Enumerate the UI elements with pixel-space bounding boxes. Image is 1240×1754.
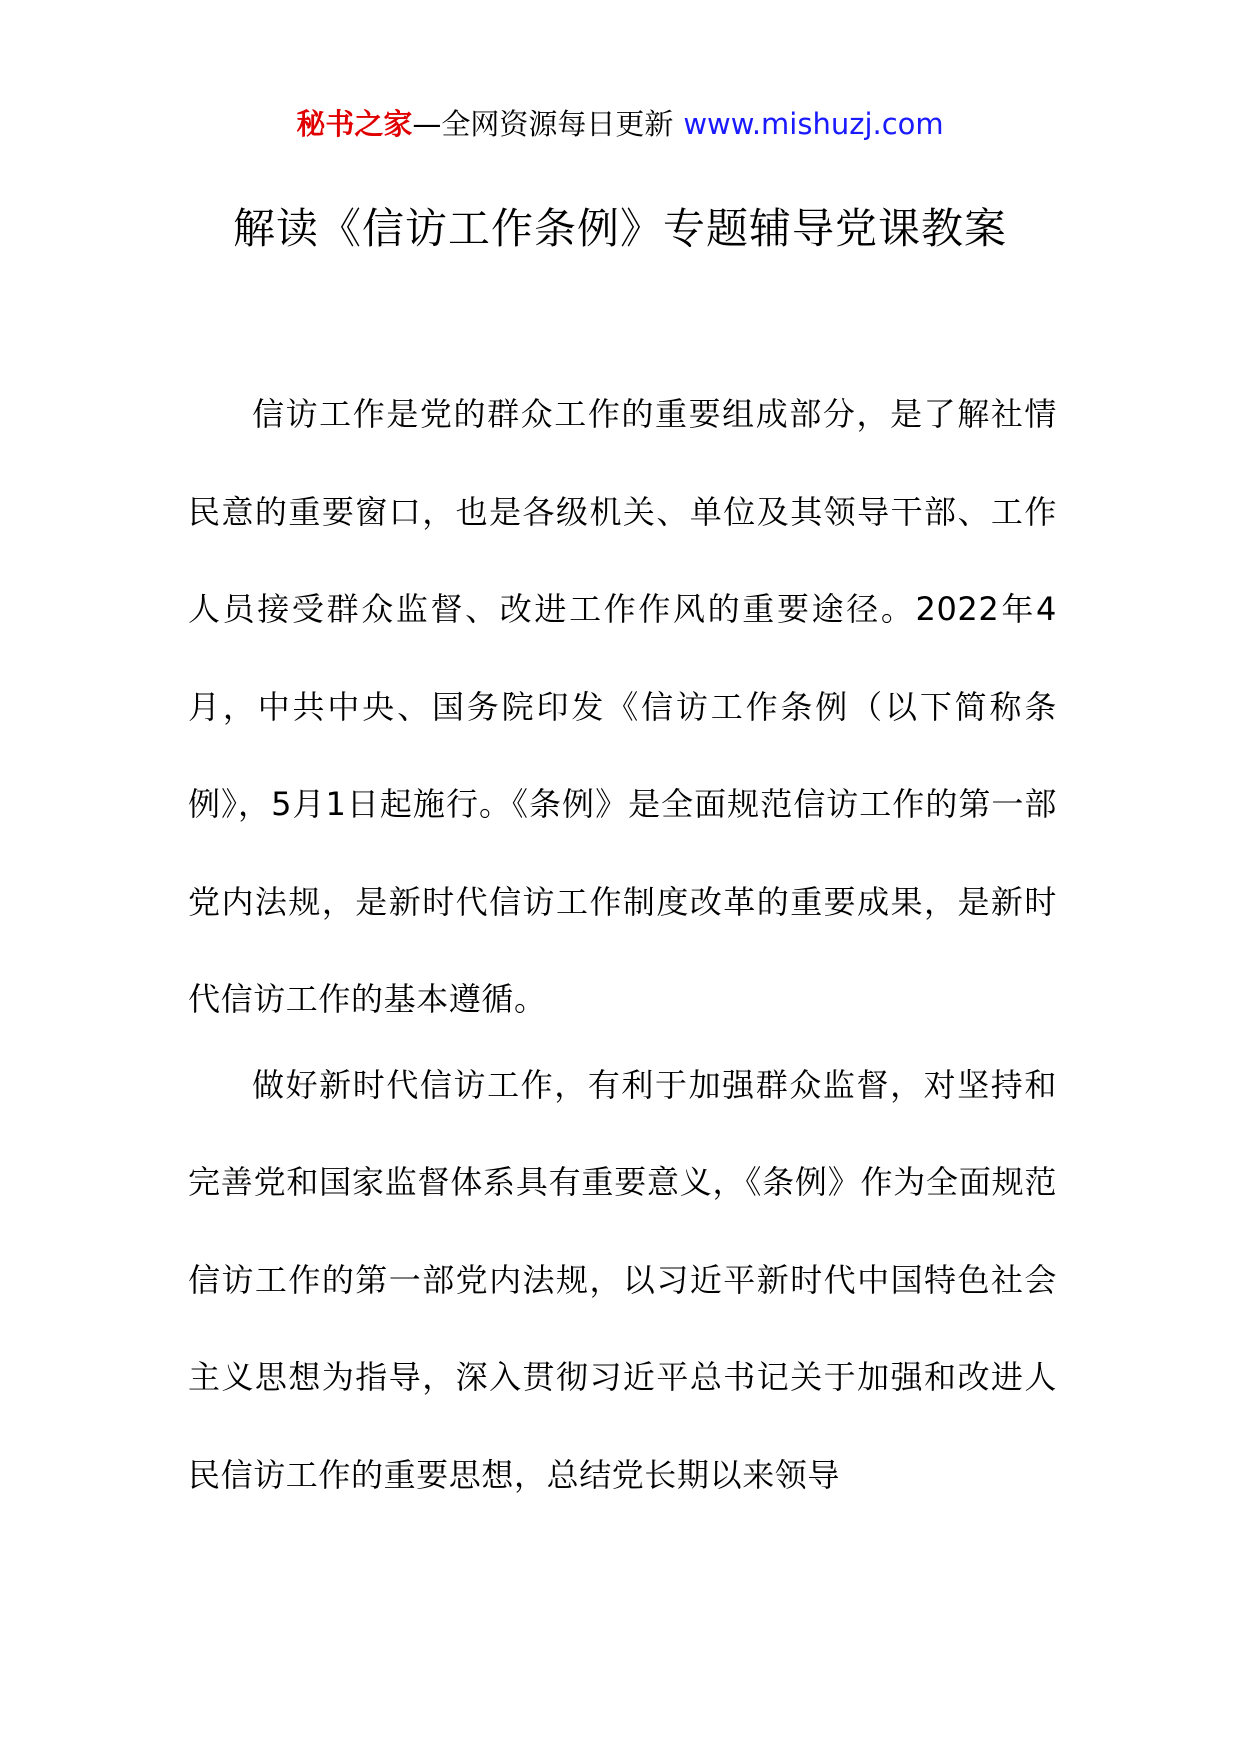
site-url-link[interactable]: www.mishuzj.com [683, 107, 944, 141]
page-header [0, 104, 1240, 144]
document-title: 解读《信访工作条例》专题辅导党课教案 [232, 204, 1007, 253]
site-slogan: —全网资源每日更新 [412, 107, 674, 141]
paragraph-2: 做好新时代信访工作，有利于加强群众监督，对坚持和完善党和国家监督体系具有重要意义，《条例》作为全面规范信访工作的第一部党内法规，以习近平新时代中国特色社会主义思想为指导，深入贯彻习近平总书记关于加强和改进人民信访工作的重要思想，总结党长期以来领导 [188, 1065, 1057, 1494]
document-body [188, 366, 1057, 1524]
site-name: 秘书之家 [296, 107, 413, 141]
paragraph-1: 信访工作是党的群众工作的重要组成部分，是了解社情民意的重要窗口，也是各级机关、单位及其领导干部、工作人员接受群众监督、改进工作作风的重要途径。2022年4月，中共中央、国务院印发《信访工作条例（以下简称条例》，5月1日起施行。《条例》是全面规范信访工作的第一部党内法规，是新时代信访工作制度改革的重要成果，是新时代信访工作的基本遵循。 [188, 395, 1057, 1018]
